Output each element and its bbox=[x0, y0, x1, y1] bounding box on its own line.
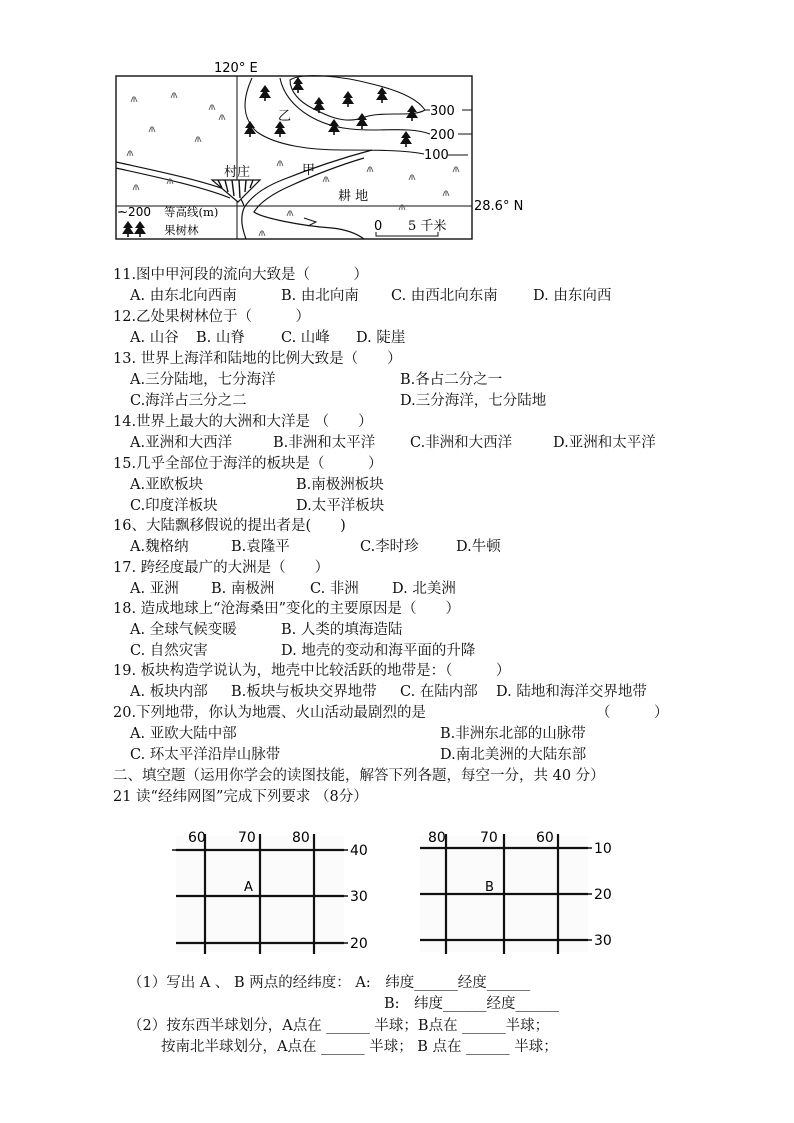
legend-orchard-text: 果树林 bbox=[164, 223, 199, 237]
q11-option-c: C. 由西北向东南 bbox=[391, 288, 498, 304]
q19-stem: 19. 板块构造学说认为，地壳中比较活跃的地带是：（ ） bbox=[113, 663, 511, 679]
contour-100 bbox=[245, 78, 424, 154]
graticule-a bbox=[172, 822, 404, 957]
q13-option-b: B.各占二分之一 bbox=[400, 372, 503, 388]
q16-option-a: A.魏格纳 bbox=[130, 539, 189, 555]
q20-paren: （ ） bbox=[596, 705, 669, 721]
orchard-trees bbox=[244, 77, 418, 147]
longitude-label: 120° E bbox=[214, 61, 258, 76]
fill-line-3: （2）按东西半球划分，A点在 ______ 半球；B点在 ______半球； bbox=[128, 1018, 550, 1034]
q16-option-d: D.牛顿 bbox=[456, 539, 501, 555]
q17-option-b: B. 南极洲 bbox=[211, 581, 275, 597]
scale-zero: 0 bbox=[374, 219, 383, 234]
q19-option-d: D. 陆地和海洋交界地带 bbox=[496, 684, 647, 700]
q18-option-a: A. 全球气候变暖 bbox=[130, 622, 237, 638]
q21-stem: 21 读“经纬网图”完成下列要求 （8分） bbox=[113, 789, 368, 805]
fill-line-4: 按南北半球划分，A点在 ______ 半球； B 点在 ______ 半球； bbox=[161, 1039, 558, 1055]
q14-option-b: B.非洲和太平洋 bbox=[273, 435, 376, 451]
q13-option-d: D.三分海洋，七分陆地 bbox=[400, 393, 547, 409]
q16-stem: 16、大陆飘移假说的提出者是( ) bbox=[113, 518, 346, 534]
q12-option-b: B. 山脊 bbox=[196, 330, 245, 346]
q18-option-b: B. 人类的填海造陆 bbox=[281, 622, 403, 638]
label-village: 村庄 bbox=[224, 165, 251, 180]
q13-stem: 13. 世界上海洋和陆地的比例大致是（ ） bbox=[113, 351, 402, 367]
q15-option-d: D.太平洋板块 bbox=[296, 498, 385, 514]
graticule-b bbox=[418, 822, 622, 957]
q20-option-b: B.非洲东北部的山脉带 bbox=[440, 726, 586, 742]
q14-option-d: D.亚洲和太平洋 bbox=[553, 435, 656, 451]
label-jia: 甲 bbox=[302, 163, 316, 178]
fill-line-2: B: 纬度______经度______ bbox=[384, 996, 560, 1012]
lat-label-20: 20 bbox=[594, 887, 612, 903]
q17-option-c: C. 非洲 bbox=[310, 581, 359, 597]
legend-tree-icon bbox=[122, 221, 146, 237]
lat-label-30: 30 bbox=[350, 889, 368, 905]
lat-label-10: 10 bbox=[594, 841, 612, 857]
topographic-map bbox=[112, 58, 552, 243]
q15-stem: 15.几乎全部位于海洋的板块是（ ） bbox=[113, 456, 383, 472]
lat-label-20: 20 bbox=[350, 936, 368, 952]
q16-option-c: C.李时珍 bbox=[360, 539, 419, 555]
q14-option-c: C.非洲和大西洋 bbox=[410, 435, 513, 451]
q11-option-a: A. 由东北向西南 bbox=[130, 288, 237, 304]
label-yi: 乙 bbox=[278, 109, 292, 124]
label-farmland: 耕 地 bbox=[338, 189, 369, 204]
q15-option-b: B.南极洲板块 bbox=[296, 477, 384, 493]
q20-option-c: C. 环太平洋沿岸山脉带 bbox=[130, 747, 281, 763]
scale-text: 5 千米 bbox=[408, 219, 447, 234]
lon-label-70: 70 bbox=[480, 830, 498, 846]
q18-stem: 18. 造成地球上“沧海桑田”变化的主要原因是（ ） bbox=[113, 601, 460, 617]
q11-option-d: D. 由东向西 bbox=[533, 288, 612, 304]
q20-stem: 20.下列地带，你认为地震、火山活动最剧烈的是 bbox=[113, 705, 427, 721]
q15-option-a: A.亚欧板块 bbox=[130, 477, 204, 493]
contour-200 bbox=[280, 78, 430, 134]
lon-label-60: 60 bbox=[188, 830, 206, 846]
contour-label-300: 300 bbox=[430, 104, 455, 119]
lat-label-30: 30 bbox=[594, 933, 612, 949]
lon-label-60: 60 bbox=[536, 830, 554, 846]
point-b: B bbox=[485, 880, 494, 895]
q14-stem: 14.世界上最大的大洲和大洋是 （ ） bbox=[113, 414, 373, 430]
lat-label-40: 40 bbox=[350, 843, 368, 859]
q17-option-a: A. 亚洲 bbox=[130, 581, 179, 597]
lon-label-80: 80 bbox=[428, 830, 446, 846]
q12-stem: 12.乙处果树林位于（ ） bbox=[113, 309, 311, 325]
fill-line-1: （1）写出 A 、 B 两点的经纬度： A: 纬度______经度______ bbox=[128, 975, 531, 991]
q20-option-a: A. 亚欧大陆中部 bbox=[130, 726, 237, 742]
lon-label-70: 70 bbox=[238, 830, 256, 846]
q13-option-a: A.三分陆地，七分海洋 bbox=[130, 372, 276, 388]
legend-contour-value: ~200 bbox=[118, 205, 151, 219]
section2-heading: 二、填空题（运用你学会的读图技能，解答下列各题，每空一分，共 40 分） bbox=[113, 768, 605, 784]
q20-option-d: D.南北美洲的大陆东部 bbox=[440, 747, 587, 763]
contour-label-200: 200 bbox=[430, 128, 455, 143]
q13-option-c: C.海洋占三分之二 bbox=[130, 393, 247, 409]
latitude-label: 28.6° N bbox=[474, 199, 524, 214]
q11-option-b: B. 由北向南 bbox=[281, 288, 359, 304]
q14-option-a: A.亚洲和大西洋 bbox=[130, 435, 233, 451]
q16-option-b: B.袁隆平 bbox=[231, 539, 290, 555]
q18-option-d: D. 地壳的变动和海平面的升降 bbox=[281, 643, 476, 659]
point-a: A bbox=[244, 880, 253, 895]
q18-option-c: C. 自然灾害 bbox=[130, 643, 208, 659]
q17-option-d: D. 北美洲 bbox=[392, 581, 456, 597]
q17-stem: 17. 跨经度最广的大洲是（ ） bbox=[113, 560, 330, 576]
q11-stem: 11.图中甲河段的流向大致是（ ） bbox=[113, 267, 369, 283]
contour-300 bbox=[290, 76, 425, 120]
q19-option-b: B.板块与板块交界地带 bbox=[231, 684, 377, 700]
lon-label-80: 80 bbox=[292, 830, 310, 846]
q15-option-c: C.印度洋板块 bbox=[130, 498, 218, 514]
q12-option-d: D. 陡崖 bbox=[356, 330, 406, 346]
q12-option-a: A. 山谷 bbox=[130, 330, 179, 346]
q19-option-c: C. 在陆内部 bbox=[400, 684, 478, 700]
contour-label-100: 100 bbox=[424, 148, 449, 163]
q12-option-c: C. 山峰 bbox=[281, 330, 330, 346]
q19-option-a: A. 板块内部 bbox=[130, 684, 208, 700]
legend-contour-text: 等高线(m) bbox=[164, 205, 219, 219]
